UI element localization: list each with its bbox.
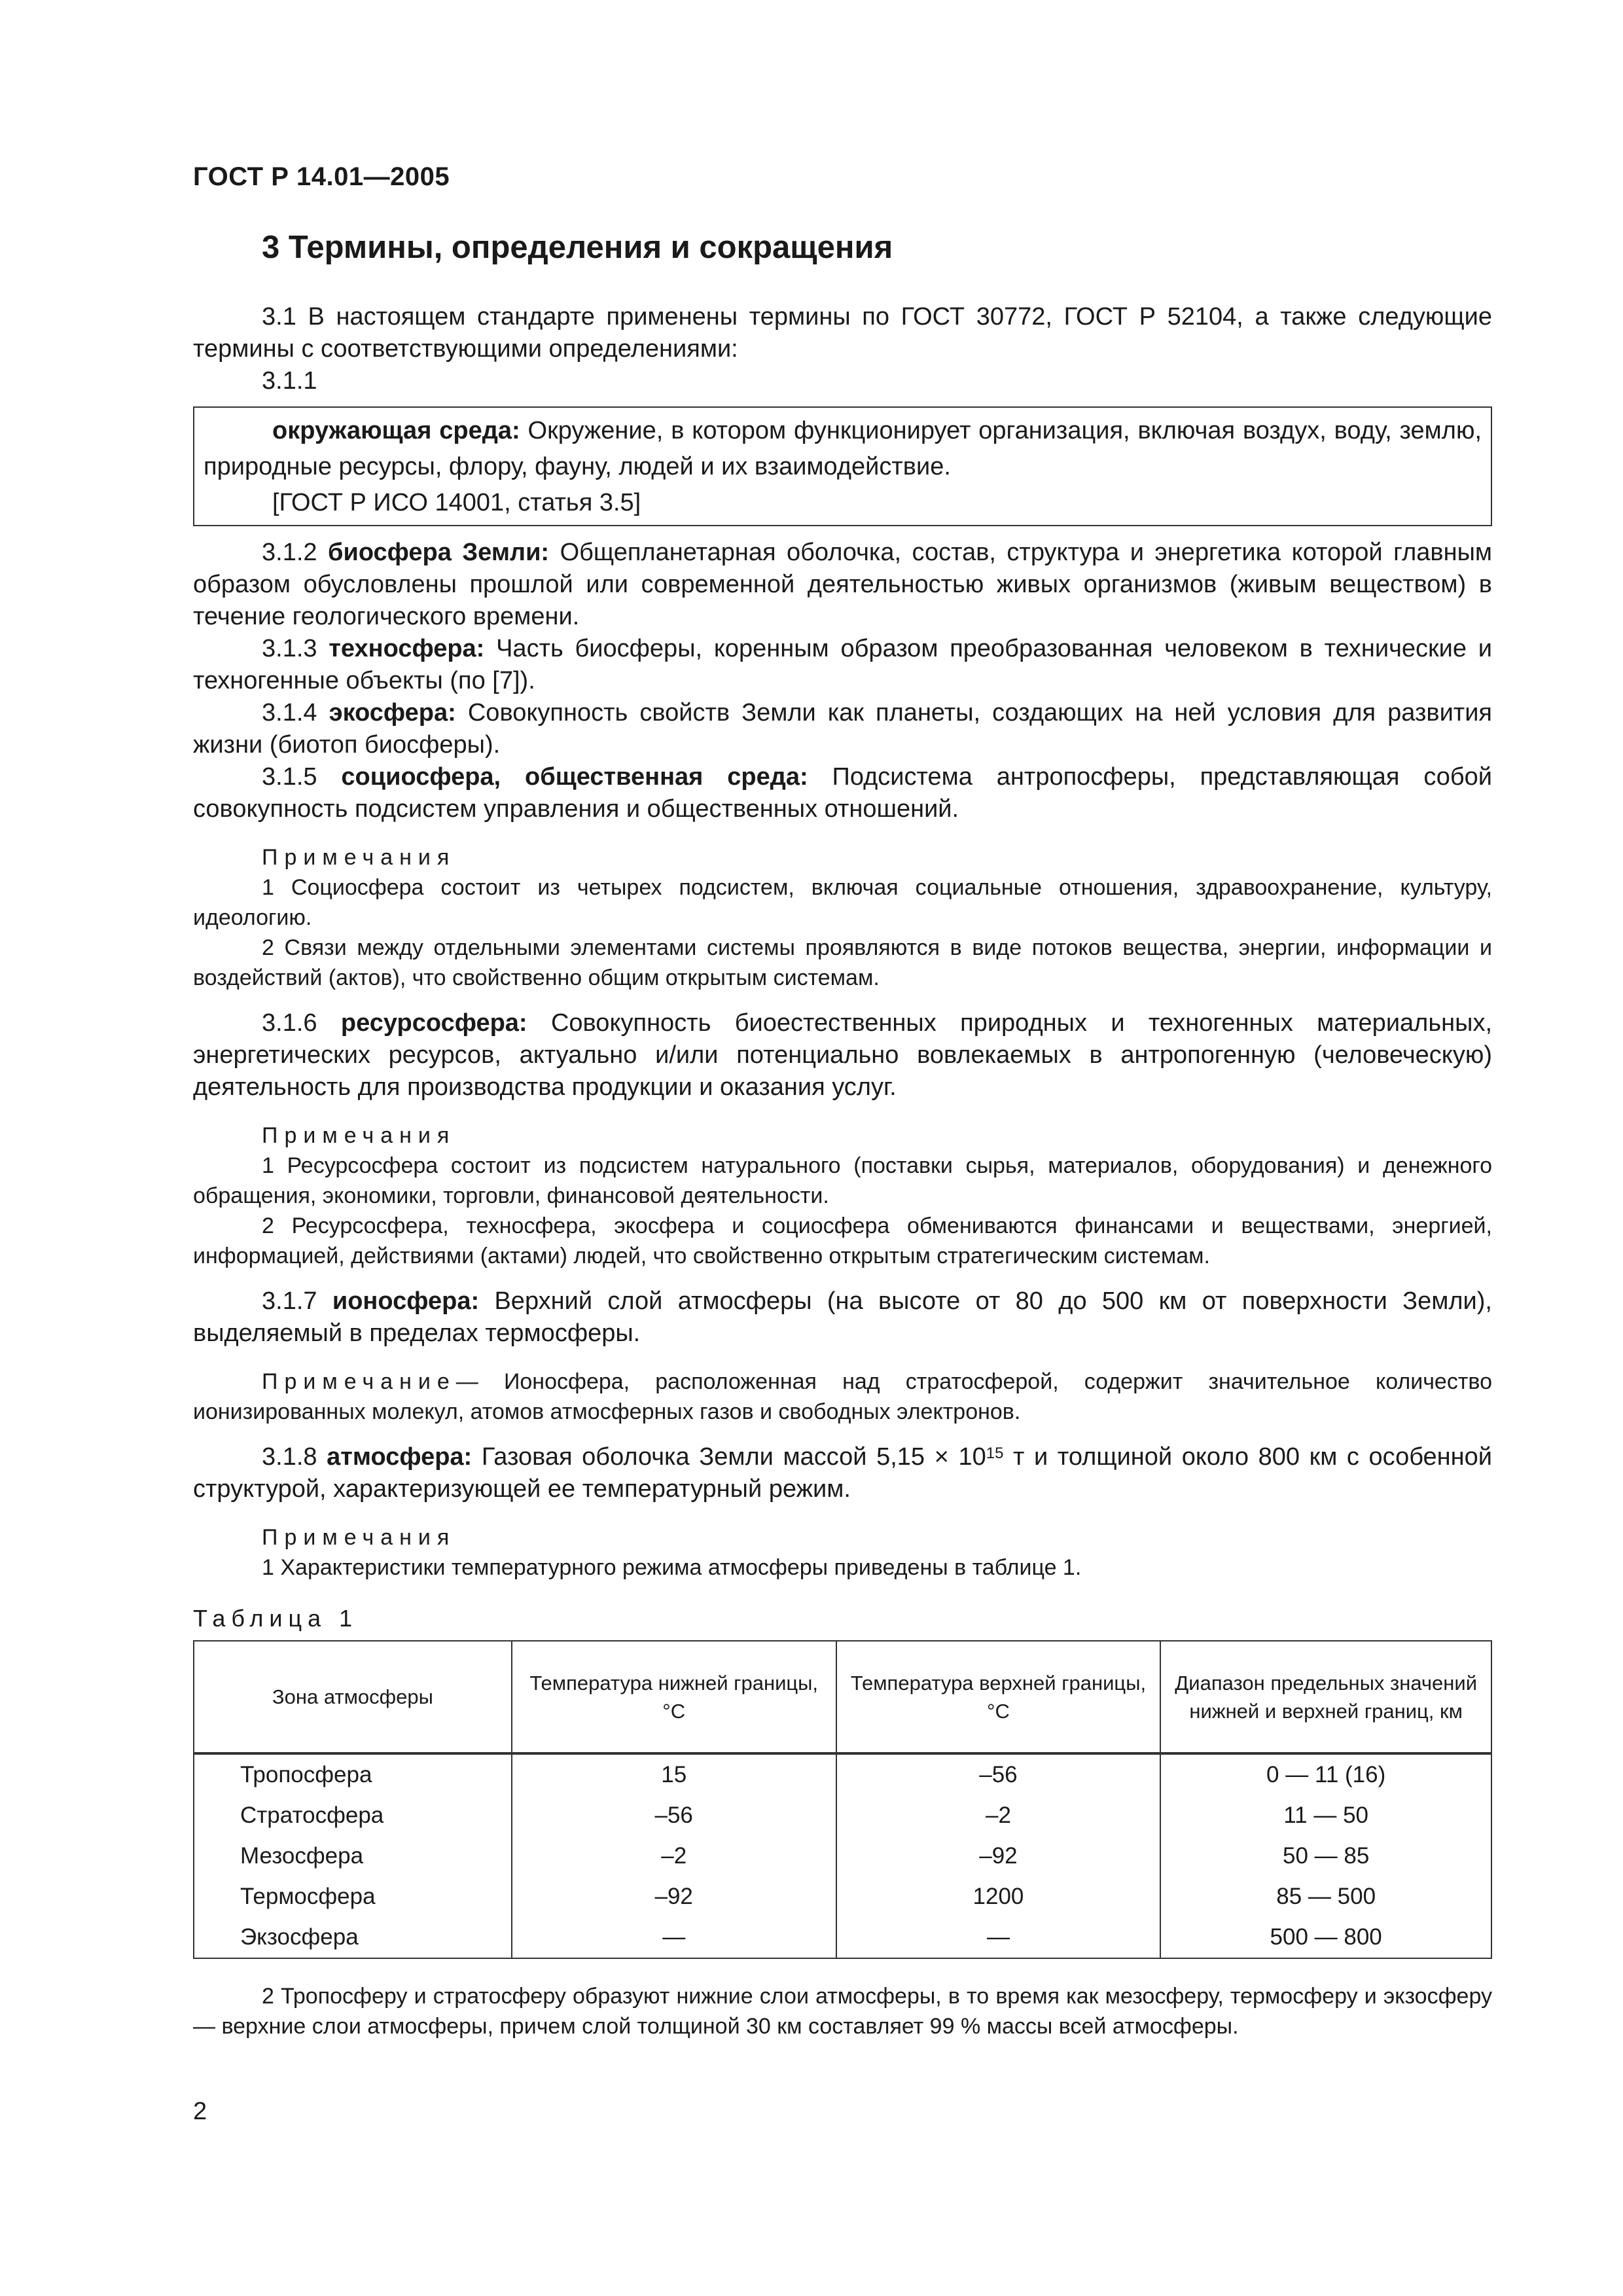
- definition-text: Совокупность биоестественных природных и техногенных материальных, энергетических ресурсов, актуально и/или потенциально вовлекаемых в антропогенную (человеческую) деятельность для производства продукции и оказания услуг.: [193, 1009, 1493, 1101]
- note-3-1-5-2: 2 Связи между отдельными элементами системы проявляются в виде потоков вещества, энергии, информации и воздействий (актов), что свойственно общим открытым системам.: [193, 935, 1492, 990]
- term-box-environment: [193, 406, 1492, 526]
- term-atmosphere: атмосфера:: [327, 1443, 473, 1471]
- table-cell: 15: [512, 1753, 836, 1795]
- table-cell: 85 — 500: [1160, 1876, 1491, 1917]
- note-text: — Ионосфера, расположенная над стратосферой, содержит значительное количество ионизированных молекул, атомов атмосферных газов и свободных электронов.: [193, 1369, 1492, 1424]
- definition-3-1-8: [193, 1441, 1492, 1505]
- section-title: 3 Термины, определения и сокращения: [262, 230, 893, 265]
- table-row: [194, 1753, 1491, 1795]
- note-3-1-6-1: 1 Ресурсосфера состоит из подсистем натурального (поставки сырья, материалов, оборудования) и денежного обращения, экономики, торговли, финансовой деятельности.: [193, 1153, 1492, 1208]
- definition-3-1-5: [193, 761, 1492, 825]
- table-cell: –56: [512, 1795, 836, 1836]
- term-environment: окружающая среда:: [272, 417, 520, 444]
- definition-text: Часть биосферы, коренным образом преобразованная человеком в технические и техногенные объекты (по [7]).: [193, 635, 1492, 694]
- clause-number: 3.1.2: [262, 539, 328, 566]
- term-box-definition: [204, 413, 1482, 485]
- clause-number: 3.1.3: [262, 635, 329, 662]
- definition-text-cont: т и толщиной около 800 км с особенной структурой, характеризующей ее температурный режим.: [193, 1443, 1493, 1503]
- definition-3-1-4: [193, 697, 1492, 761]
- table-caption: Таблица 1: [193, 1605, 359, 1632]
- table-cell: –92: [836, 1836, 1161, 1876]
- intro-paragraph: 3.1 В настоящем стандарте применены термины по ГОСТ 30772, ГОСТ Р 52104, а также следующие термины с соответствующими определениями:: [193, 303, 1492, 363]
- table-cell: 11 — 50: [1160, 1795, 1491, 1836]
- note-3-1-7: [193, 1367, 1492, 1427]
- definition-environment: Окружение, в котором функционирует организация, включая воздух, воду, землю, природные ресурсы, флору, фауну, людей и их взаимодействие.: [204, 417, 1482, 480]
- notes-heading: Примечания: [262, 845, 456, 870]
- term-biosphere: биосфера Земли:: [328, 539, 550, 566]
- note-label: Примечание: [262, 1369, 456, 1394]
- note-3-1-8-2: 2 Тропосферу и стратосферу образуют нижние слои атмосферы, в то время как мезосферу, термосферу и экзосферу — верхние слои атмосферы, причем слой толщиной 30 км составляет 99 % массы всей атмосферы.: [193, 1984, 1492, 2039]
- definition-text: Совокупность свойств Земли как планеты, создающих на ней условия для развития жизни (биотоп биосферы).: [193, 699, 1493, 759]
- note-3-1-6-2: 2 Ресурсосфера, техносфера, экосфера и социосфера обмениваются финансами и веществами, энергией, информацией, действиями (актами) людей, что свойственно открытым стратегическим системам.: [193, 1213, 1492, 1268]
- document-body: [193, 301, 1492, 2041]
- table-cell: 1200: [836, 1876, 1161, 1917]
- note-3-1-8-1: 1 Характеристики температурного режима атмосферы приведены в таблице 1.: [262, 1555, 1082, 1580]
- table-row: [194, 1876, 1491, 1917]
- clause-number: 3.1.8: [262, 1443, 327, 1471]
- subclause-number: 3.1.1: [262, 367, 317, 395]
- column-header-upper-temp: Температура верхней границы, °С: [836, 1641, 1161, 1753]
- table-cell: –92: [512, 1876, 836, 1917]
- table-row: [194, 1917, 1491, 1958]
- table-cell: 50 — 85: [1160, 1836, 1491, 1876]
- term-source-reference: [ГОСТ Р ИСО 14001, статья 3.5]: [272, 489, 641, 516]
- table-cell: 500 — 800: [1160, 1917, 1491, 1958]
- clause-number: 3.1.5: [262, 763, 342, 791]
- term-sociosphere: социосфера, общественная среда:: [341, 763, 808, 791]
- term-technosphere: техносфера:: [329, 635, 485, 662]
- definition-3-1-2: [193, 537, 1492, 633]
- atmosphere-zones-table: [193, 1640, 1492, 1959]
- note-3-1-5-1: 1 Социосфера состоит из четырех подсистем, включая социальные отношения, здравоохранение, культуру, идеологию.: [193, 875, 1492, 930]
- clause-number: 3.1.6: [262, 1009, 341, 1037]
- exponent: 15: [986, 1444, 1004, 1462]
- definition-text: Подсистема антропосферы, представляющая собой совокупность подсистем управления и общественных отношений.: [193, 763, 1493, 823]
- table-cell: –56: [836, 1753, 1161, 1795]
- notes-heading: Примечания: [262, 1525, 456, 1550]
- definition-text: Газовая оболочка Земли массой 5,15 × 10: [472, 1443, 986, 1471]
- table-cell: –2: [836, 1795, 1161, 1836]
- page-number: 2: [193, 2098, 207, 2125]
- table-cell: Тропосфера: [194, 1753, 512, 1795]
- clause-number: 3.1.4: [262, 699, 329, 726]
- table-cell: Экзосфера: [194, 1917, 512, 1958]
- definition-3-1-3: [193, 633, 1492, 697]
- clause-number: 3.1.7: [262, 1287, 332, 1315]
- table-cell: 0 — 11 (16): [1160, 1753, 1491, 1795]
- table-cell: —: [836, 1917, 1161, 1958]
- term-ecosphere: экосфера:: [329, 699, 456, 726]
- table-row: [194, 1836, 1491, 1876]
- table-cell: —: [512, 1917, 836, 1958]
- table-cell: Термосфера: [194, 1876, 512, 1917]
- definition-3-1-7: [193, 1285, 1492, 1350]
- definition-3-1-6: [193, 1007, 1492, 1103]
- term-resourcesphere: ресурсосфера:: [340, 1009, 527, 1037]
- column-header-range: Диапазон предельных значений нижней и верхней границ, км: [1160, 1641, 1491, 1753]
- definition-text: Верхний слой атмосферы (на высоте от 80 до 500 км от поверхности Земли), выделяемый в пределах термосферы.: [193, 1287, 1492, 1347]
- table-row: [194, 1795, 1491, 1836]
- table-header-row: [194, 1641, 1491, 1753]
- table-cell: Стратосфера: [194, 1795, 512, 1836]
- notes-heading: Примечания: [262, 1123, 456, 1148]
- term-ionosphere: ионосфера:: [332, 1287, 480, 1315]
- table-cell: –2: [512, 1836, 836, 1876]
- table-cell: Мезосфера: [194, 1836, 512, 1876]
- definition-text: Общепланетарная оболочка, состав, структура и энергетика которой главным образом обусловлены прошлой или современной деятельностью живых организмов (живым веществом) в течение геологического времени.: [193, 539, 1493, 630]
- standard-designation: ГОСТ Р 14.01—2005: [193, 162, 450, 191]
- column-header-lower-temp: Температура нижней границы, °С: [512, 1641, 836, 1753]
- column-header-zone: Зона атмосферы: [194, 1641, 512, 1753]
